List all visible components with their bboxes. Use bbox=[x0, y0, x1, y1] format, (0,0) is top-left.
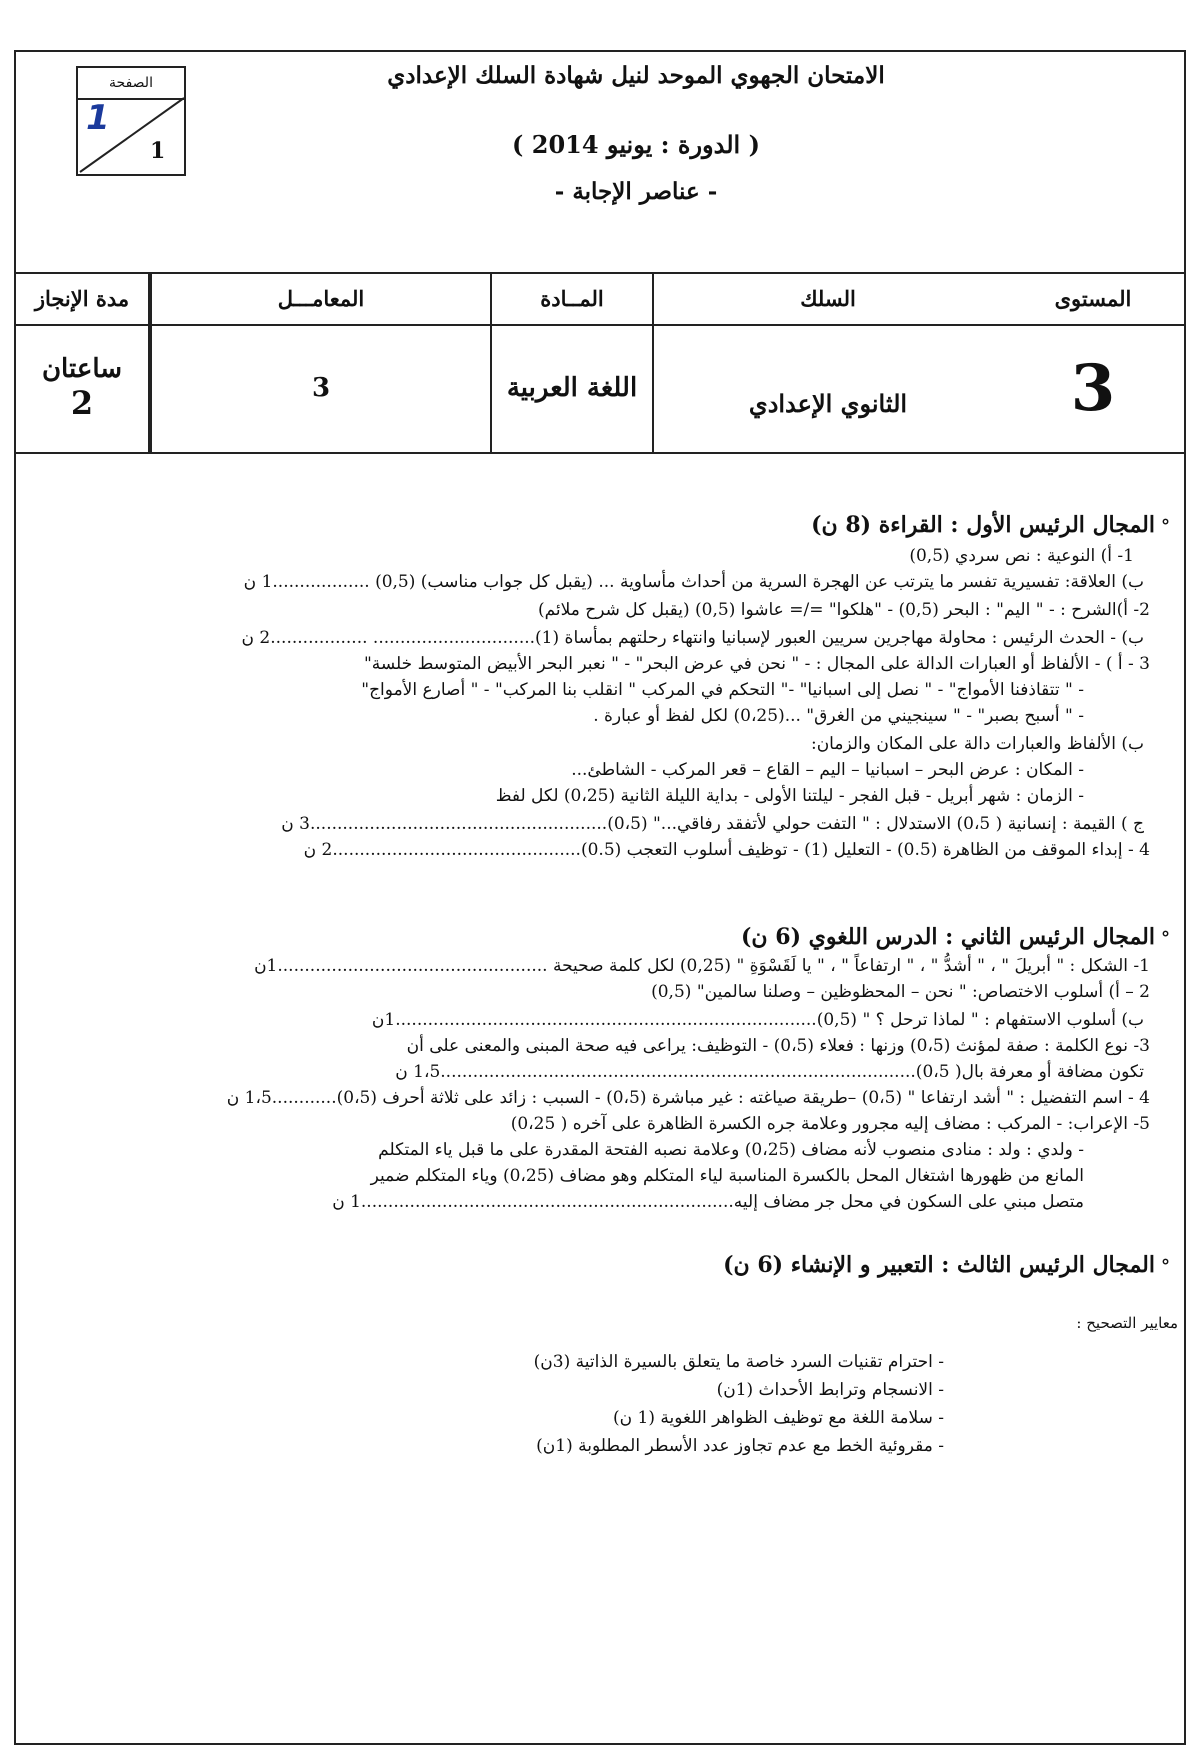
value-cycle: الثانوي الإعدادي bbox=[652, 324, 1002, 452]
header-duration: مدة الإنجاز bbox=[16, 272, 150, 324]
criteria-item: - احترام تقنيات السرد خاصة ما يتعلق بالسيرة الذاتية (3ن) bbox=[533, 1352, 944, 1372]
section1-line: ب) العلاقة: تفسيرية تفسر ما يترتب عن الهجرة السرية من أحداث مأساوية ... (يقبل كل جواب مناسب) (0,5) ..................1 ن bbox=[243, 572, 1144, 592]
section1-line: 2- أ)الشرح : - " اليم" : البحر (0,5) - "هلكوا" =/= عاشوا (0,5) (يقبل كل شرح ملائم) bbox=[537, 600, 1150, 620]
value-coefficient: 3 bbox=[150, 324, 490, 452]
section2-line: 4 - اسم التفضيل : " أشد ارتفاعا " (0،5) –طريقة صياغته : غير مباشرة (0،5) - السبب : زائد على ثلاثة أحرف (0،5)............1،5 ن bbox=[226, 1088, 1150, 1108]
section1-line: 4 - إبداء الموقف من الظاهرة (0.5) - التعليل (1) - توظيف أسلوب التعجب (0.5)..............................................2 ن bbox=[303, 840, 1150, 860]
value-duration bbox=[16, 324, 150, 452]
section1-line: - الزمان : شهر أبريل - قبل الفجر - ليلتنا الأولى - بداية الليلة الثانية (0،25) لكل لفظ bbox=[495, 786, 1084, 806]
section3-title: °المجال الرئيس الثالث : التعبير و الإنشاء (6 ن) bbox=[723, 1252, 1170, 1278]
section1-line: - " تتقاذفنا الأمواج" - " نصل إلى اسبانيا" -" التحكم في المركب " انقلب بنا المركب" - " أصارع الأمواج" bbox=[361, 680, 1084, 700]
info-value-row bbox=[16, 324, 1184, 452]
section1-line: - " أسبح بصبر" - " سينجيني من الغرق" ...(0،25) لكل لفظ أو عبارة . bbox=[593, 706, 1084, 726]
criteria-item: - الانسجام وترابط الأحداث (1ن) bbox=[716, 1380, 944, 1400]
value-level: 3 bbox=[1070, 350, 1116, 426]
exam-frame bbox=[14, 50, 1186, 1745]
header-cycle: السلك bbox=[652, 272, 1002, 324]
section1-line: 1- أ) النوعية : نص سردي (0,5) bbox=[909, 546, 1134, 566]
section1-line: ب) - الحدث الرئيس : محاولة مهاجرين سريين العبور لإسبانيا وانتهاء رحلتهم بمأساة (1).............................. ..................2 ن bbox=[241, 628, 1144, 648]
page-total: 1 bbox=[150, 138, 166, 164]
section2-line: متصل مبني على السكون في محل جر مضاف إليه.....................................................................1 ن bbox=[332, 1192, 1084, 1212]
section2-line: 2 – أ) أسلوب الاختصاص: " نحن – المحظوظين – وصلنا سالمين" (0,5) bbox=[651, 982, 1150, 1002]
section1-line: ب) الألفاظ والعبارات دالة على المكان والزمان: bbox=[810, 734, 1144, 754]
header-coefficient: المعامـــل bbox=[150, 272, 490, 324]
duration-number: 2 bbox=[70, 383, 94, 422]
section1-line: 3 - أ ) - الألفاظ أو العبارات الدالة على المجال : - " نحن في عرض البحر" - " نعبر البحر الأبيض المتوسط خلسة" bbox=[363, 654, 1150, 674]
page-number-box bbox=[76, 66, 186, 176]
section2-title: °المجال الرئيس الثاني : الدرس اللغوي (6 ن) bbox=[741, 924, 1170, 950]
section2-line: تكون مضافة أو معرفة بال( 0،5)........................................................................................1،5 ن bbox=[395, 1062, 1144, 1082]
section1-title: °المجال الرئيس الأول : القراءة (8 ن) bbox=[811, 512, 1170, 538]
exam-title: الامتحان الجهوي الموحد لنيل شهادة السلك الإعدادي bbox=[387, 62, 885, 89]
info-header-row bbox=[16, 272, 1184, 326]
page-label: الصفحة bbox=[78, 68, 184, 100]
section2-line: 1- الشكل : " أبريلَ " ، " أشدُّ " ، " ارتفاعاً " ، " يا لَقَسْوَةِ " (0,25) لكل كلمة صحيحة ..................................................1ن bbox=[254, 956, 1150, 976]
header-subject: المــادة bbox=[490, 272, 652, 324]
duration-word: ساعتان bbox=[41, 353, 123, 384]
page-current: 1 bbox=[86, 98, 110, 138]
criteria-item: - مقروئية الخط مع عدم تجاوز عدد الأسطر المطلوبة (1ن) bbox=[536, 1436, 944, 1456]
info-table bbox=[16, 272, 1184, 454]
section2-line: ب) أسلوب الاستفهام : " لماذا ترحل ؟ " (0,5)..............................................................................1ن bbox=[371, 1010, 1144, 1030]
value-subject: اللغة العربية bbox=[490, 324, 652, 452]
section2-line: 3- نوع الكلمة : صفة لمؤنث (0،5) وزنها : فعلاء (0،5) - التوظيف: يراعى فيه صحة المبنى والمعنى على أن bbox=[406, 1036, 1150, 1056]
section2-line: - ولدي : ولد : منادى منصوب لأنه مضاف (0،25) وعلامة نصبه الفتحة المقدرة على ما قبل ياء المتكلم bbox=[378, 1140, 1084, 1160]
section2-line: 5- الإعراب: - المركب : مضاف إليه مجرور وعلامة جره الكسرة الظاهرة على آخره ( 0،25) bbox=[510, 1114, 1150, 1134]
header-level: المستوى bbox=[1054, 285, 1132, 311]
exam-session: ( الدورة : يونيو 2014 ) bbox=[512, 130, 760, 159]
section1-line: - المكان : عرض البحر – اسبانيا – اليم – القاع – قعر المركب - الشاطئ... bbox=[571, 760, 1084, 780]
exam-subtitle: - عناصر الإجابة - bbox=[554, 178, 718, 205]
criteria-label: معايير التصحيح : bbox=[1076, 1314, 1178, 1332]
section2-line: المانع من ظهورها اشتغال المحل بالكسرة المناسبة لياء المتكلم وهو مضاف (0،25) وياء المتكلم ضمير bbox=[370, 1166, 1084, 1186]
criteria-item: - سلامة اللغة مع توظيف الظواهر اللغوية (1 ن) bbox=[613, 1408, 944, 1428]
section1-line: ج ) القيمة : إنسانية ( 0،5) الاستدلال : " التفت حولي لأتفقد رفاقي..." (0،5).......................................................3 ن bbox=[281, 814, 1144, 834]
exam-header bbox=[16, 52, 1184, 274]
